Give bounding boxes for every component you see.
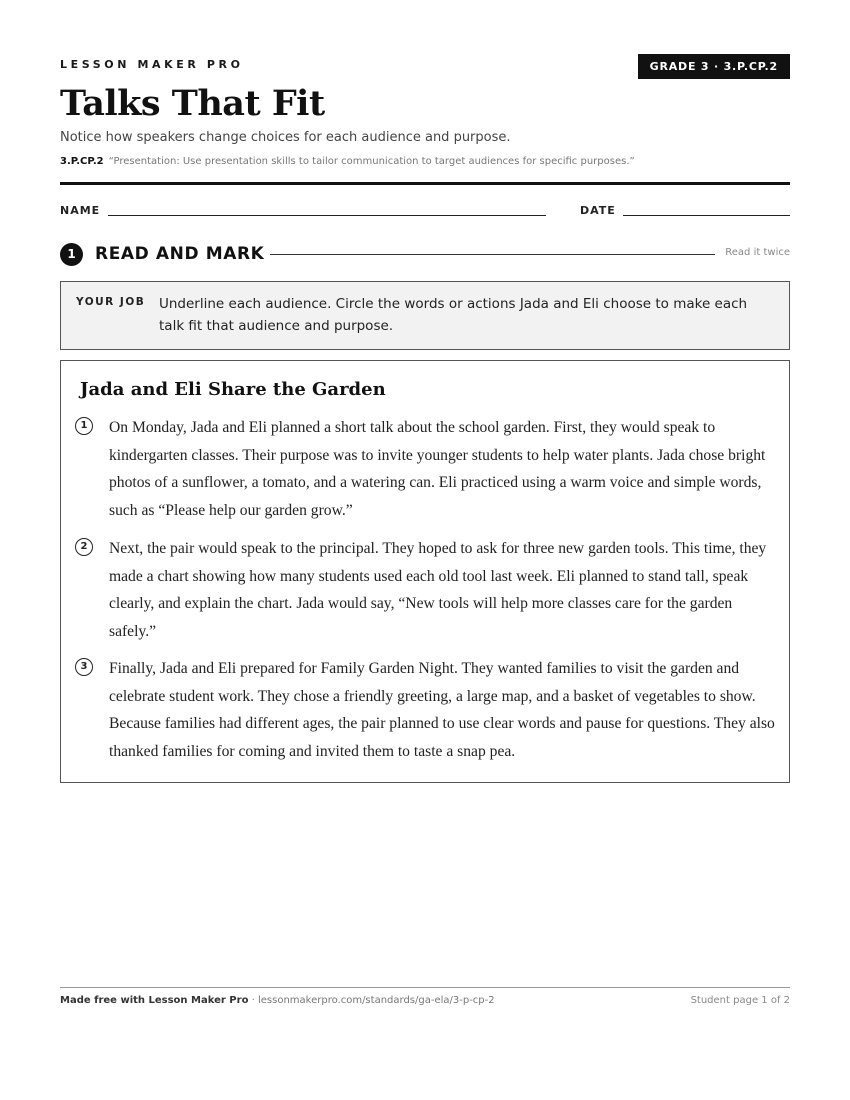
footer-divider (60, 987, 790, 988)
job-text: Underline each audience. Circle the words or actions Jada and Eli choose to make each talk fit that audience and purpose. (159, 296, 748, 334)
footer-url[interactable]: · lessonmakerpro.com/standards/ga-ela/3-p-cp-2 (248, 995, 495, 1006)
page-subtitle: Notice how speakers change choices for each audience and purpose. (60, 130, 511, 145)
brand-name: LESSON MAKER PRO (60, 58, 244, 71)
name-line[interactable] (108, 215, 546, 216)
job-label: YOUR JOB (76, 296, 146, 308)
page-title: Talks That Fit (60, 83, 325, 124)
date-label: DATE (580, 204, 616, 217)
passage-title: Jada and Eli Share the Garden (80, 379, 386, 400)
standard-code: 3.P.CP.2 (60, 156, 104, 167)
paragraph-text: On Monday, Jada and Eli planned a short talk about the school garden. First, they would speak to kindergarten classes. Their purpose was to invite younger students to help water plants. Jada chose bright photos of a sunflower, a tomato, and a watering can. Eli practiced using a warm voice and simple words, such as “Please help our garden grow.” (109, 419, 766, 519)
paragraph-text: Finally, Jada and Eli prepared for Family Garden Night. They wanted families to visit the garden and celebrate student work. They chose a friendly greeting, a large map, and a basket of vegetables to show. Because families had different ages, the pair planned to use clear words and pause for questions. They also thanked families for coming and invited them to taste a snap pea. (109, 660, 775, 760)
date-line[interactable] (623, 215, 790, 216)
footer-credit (60, 995, 495, 1006)
paragraph-text: Next, the pair would speak to the principal. They hoped to ask for three new garden tools. This time, they made a chart showing how many students used each old tool last week. Eli planned to stand tall, speak clearly, and explain the chart. Jada would say, “New tools will help more classes care for the garden safely.” (109, 540, 767, 640)
section-title: READ AND MARK (95, 244, 265, 264)
job-box (60, 281, 790, 350)
footer-page-number: Student page 1 of 2 (690, 995, 790, 1006)
passage-box (60, 360, 790, 783)
grade-badge: GRADE 3 · 3.P.CP.2 (638, 54, 790, 79)
worksheet-page (60, 0, 790, 1100)
header-divider (60, 182, 790, 185)
section-divider (270, 254, 715, 255)
name-label: NAME (60, 204, 101, 217)
section-hint: Read it twice (725, 247, 790, 258)
standard-text: “Presentation: Use presentation skills to tailor communication to target audiences for specific purposes.” (108, 156, 635, 167)
paragraph-number: 1 (75, 417, 93, 435)
paragraph-number: 3 (75, 658, 93, 676)
section-number: 1 (60, 243, 83, 266)
footer-made-with: Made free with Lesson Maker Pro (60, 995, 249, 1006)
paragraph-number: 2 (75, 538, 93, 556)
standard-line (60, 156, 635, 167)
